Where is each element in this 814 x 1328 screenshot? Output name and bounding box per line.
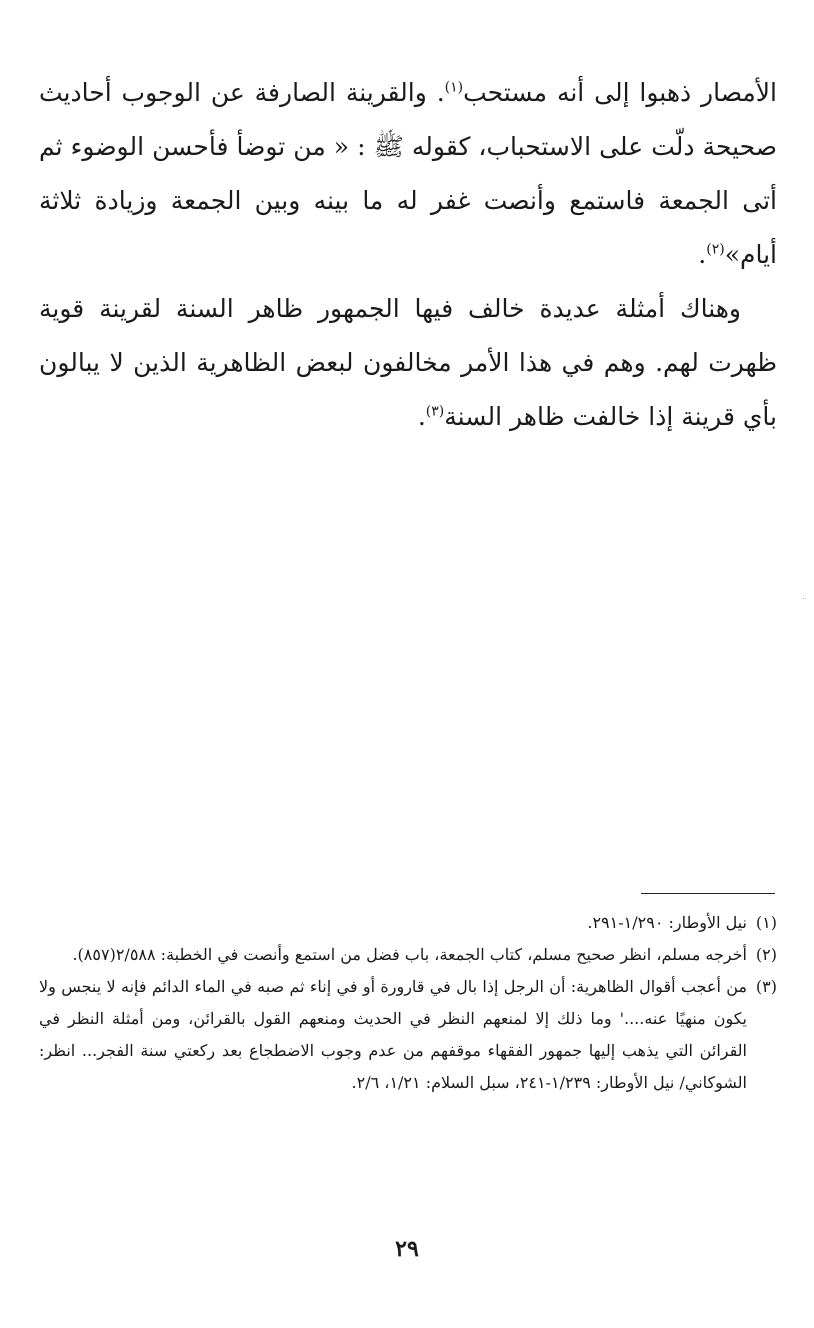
scan-speck (803, 598, 804, 599)
footnote-1 (39, 907, 777, 939)
footnote-separator (641, 893, 775, 894)
footnote-ref-3: (٣) (425, 403, 445, 420)
footnote-2-text: أخرجه مسلم، انظر صحيح مسلم، كتاب الجمعة، باب فضل من استمع وأنصت في الخطبة: ٢/٥٨٨(٨٥٧). (72, 945, 747, 964)
paragraph-1-text-b: . والقرينة الصارفة عن الوجوب أحاديث صحيحة دلّت على الاستحباب، كقوله ﷺ : « من توضأ فأحسن الوضوء ثم أتى الجمعة فاستمع وأنصت غفر له ما بينه وبين الجمعة وزيادة ثلاثة أيام» (39, 78, 777, 269)
paragraph-1 (39, 66, 777, 282)
footnote-3 (39, 971, 777, 1099)
footnote-1-number: (١) (755, 913, 777, 932)
footnote-1-text: نيل الأوطار: ١/٢٩٠-٢٩١. (587, 913, 747, 932)
paragraph-2-text-b: . (417, 402, 426, 431)
footnote-3-number: (٣) (755, 977, 777, 996)
footnote-2 (39, 939, 777, 971)
footnote-3-text: من أعجب أقوال الظاهرية: أن الرجل إذا بال في قارورة أو في إناء ثم صبه في الماء الدائم فإنه لا ينجس ولا يكون منهيًا عنه....' وما ذلك إلا لمنعهم النظر في الحديث ومنعهم القول بالقرائن، ومن أمثلة النظر في القرائن التي يذهب إليها جمهور الفقهاء موقفهم من عدم وجوب الاضطجاع بعد ركعتي سنة الفجر... انظر: الشوكاني/ نيل الأوطار: ١/٢٣٩-٢٤١، سبل السلام: ١/٢١، ٢/٦. (39, 977, 748, 1092)
footnote-ref-1: (١) (444, 79, 464, 96)
footnote-2-number: (٢) (755, 945, 777, 964)
footnotes (39, 907, 777, 1099)
page-number: ٢٩ (395, 1236, 419, 1262)
main-text (39, 66, 777, 444)
footnote-ref-2: (٢) (706, 241, 725, 258)
paragraph-1-text-c: . (698, 240, 707, 269)
paragraph-1-text-a: الأمصار ذهبوا إلى أنه مستحب (463, 78, 777, 107)
paragraph-2-text-a: وهناك أمثلة عديدة خالف فيها الجمهور ظاهر السنة لقرينة قوية ظهرت لهم. وهم في هذا الأمر مخالفون لبعض الظاهرية الذين لا يبالون بأي قرينة إذا خالفت ظاهر السنة (39, 294, 777, 431)
paragraph-2 (39, 282, 777, 444)
